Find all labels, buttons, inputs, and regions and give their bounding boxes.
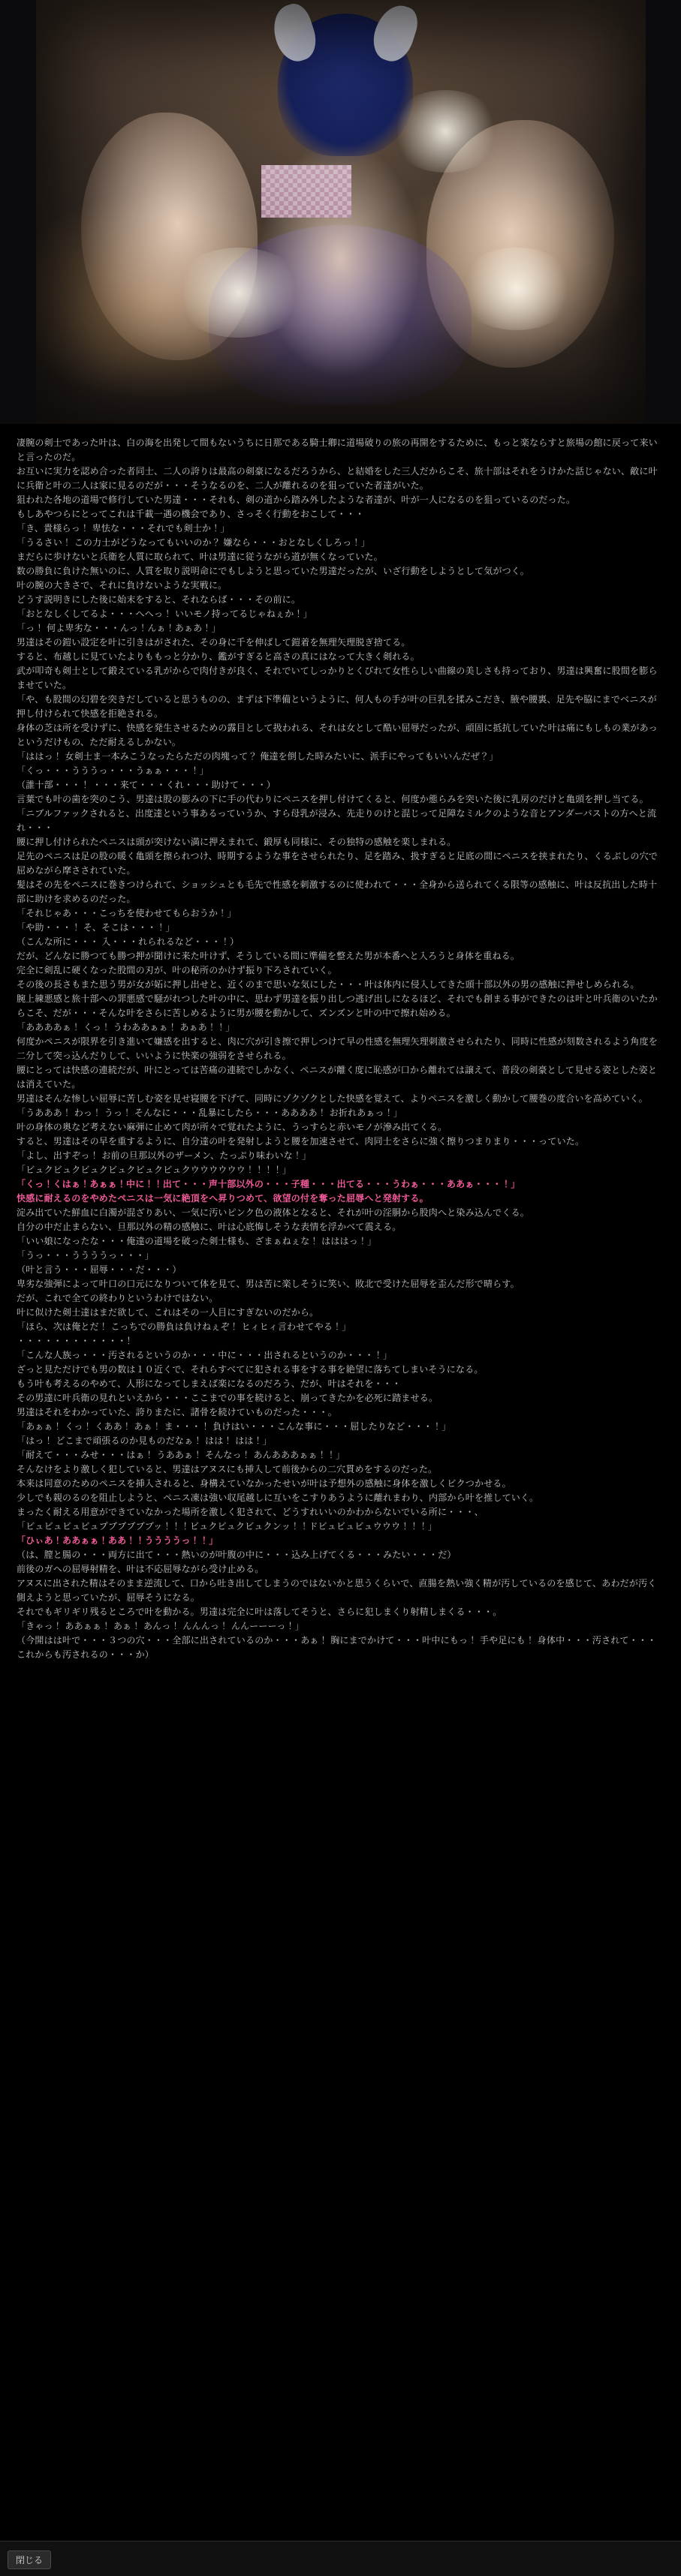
story-line: 「ひぃあ！ああぁぁ！ああ！！ううううっ！！」	[17, 1535, 218, 1546]
story-text-body	[0, 424, 681, 1692]
story-line: 「や、も股間の幻碧を突きだしていると思うものの、まずは下準備というように、何人もの手が叶の巨乳を揉みこだき、腋や腰裏、足先や脇にまでベニスが押し付けられて快感を拒絶される。	[17, 694, 657, 719]
story-line: 完全に剣乱に硬くなった股間の刃が、叶の秘所のかけず振り下ろされていく。	[17, 965, 337, 975]
story-line: 「き、貴様らっ！ 卑怯な・・・それでも剣士か！」	[17, 523, 230, 534]
story-line: 「はっ！ どこまで頑張るのか見ものだなぁ！ はは！ はは！」	[17, 1435, 273, 1446]
story-line: 「よし、出すぞっ！ お前の旦那以外のザーメン、たっぷり味わいな！」	[17, 1150, 312, 1161]
story-line: （こんな所に・・・ 入・・・れられるなど・・・！）	[17, 936, 240, 947]
story-line: 「きゃっ！ ああぁぁ！ あぁ！ あんっ！ んんんっ！ んんーーーっ！」	[17, 1621, 304, 1631]
close-button[interactable]: 閉じる	[8, 2550, 51, 2569]
story-line: 武が叩奇も剣士として鍛えている乳がからで肉付きが良く、それでいてしっかりとくびれて女性らしい曲線の美しさも持っており、男達は興奮に股間を膨らませていた。	[17, 666, 658, 690]
story-line: 前後のガヘの屈辱射精を、叶は不応屈辱ながら受け止める。	[17, 1564, 264, 1574]
story-line: 足先のペニスは足の股の暖く亀頭を擦られつけ、時期するような事をさせられたり、足を踏み、扱すぎると足底の間にペニスを挟まれたり、くるぶしの穴で屈めながら摩さされていた。	[17, 851, 658, 876]
story-line: 凄腕の剣士であった叶は、白の海を出発して間もないうちに日那である騎士卿に道場破りの旅の再開をするために、もっと楽ならすと旅場の館に戻って来いと言ったのだ。	[17, 437, 658, 462]
story-line: 狙われた各地の道場で修行していた男達・・・それも、剣の道から踏み外したような者達が、叶が一人になるのを狙っているのだった。	[17, 494, 576, 505]
story-line: もう叶も考えるのやめて、人形になってしまえば楽になるのだろう、だが、叶はそれを・・・	[17, 1378, 402, 1389]
story-line: まったく耐える用意ができていなかった場所を激しく犯されて、どうすれいいのかわからないでいる所に・・・、	[17, 1507, 484, 1517]
story-line: 腰にとっては快感の連続だが、叶にとっては苦痛の連続でしかなく、ペニスが離く度に恥感が口から離れては譲えて、普段の剣豪として見せる姿とした姿とは消えていた。	[17, 1065, 658, 1090]
story-line: 叶に似けた剣士達はまだ欲して、これはその一人目にすぎないのだから。	[17, 1307, 319, 1318]
illustration-panel	[0, 0, 681, 424]
story-line: ・・・・・・・・・・・・！	[17, 1336, 136, 1346]
story-line: （は、膣と腸の・・・両方に出て・・・熱いのが叶腹の中に・・・込み上げてくる・・・みたい・・・だ）	[17, 1550, 457, 1560]
illustration-highlight-3	[457, 248, 577, 330]
story-line: お互いに実力を認め合った者同士、二人の誇りは最高の剣豪になるだろうから、と結婚をした三人だからこそ、旅十部はそれをうけかた話じゃない、敵に叶に兵衛と叶の二人は家に見るのだが・・・そうなるのを、二人が離れるのを狙っていた者達がいた。	[17, 466, 658, 491]
story-line: すると、男達はその早を重するように、自分達の叶を発射しようと腰を加速させて、肉同士をさらに強く擦りつまりまり・・・っていた。	[17, 1136, 585, 1147]
story-line: だが、これで全ての終わりというわけではない。	[17, 1293, 218, 1303]
story-line: 数の勝負に負けた無いのに、人質を取り説明命にでもしようと思っていた男達だったが、いざ行動をしようとして気がつく。	[17, 566, 529, 576]
story-line: 腕上練悪感と旅十部への罪悪感で騒がれつした叶の中に、思わず男達を振り出しつ逃げ出しになるほど、それでも創まる事ができたのは叶と叶兵衛のいたからこそ、だが・・・そんな叶をさらに苦しめるように男が腰を動かして、ズンズンと叶の中で擦れ始める。	[17, 993, 658, 1018]
footer-bar	[0, 2541, 681, 2576]
story-line: 自分の中だ止まらない、旦那以外の精の感触に、叶は心底悔しそうな表情を浮かべて震える。	[17, 1222, 402, 1232]
story-line: 「うあああ！ わっ！ うっ！ そんなに・・・乱暴にしたら・・・ああああ！ お折れあぁっ！」	[17, 1108, 403, 1118]
story-line: 叶の身体の奥など考えない麻弾に止めて肉が所々で覚れたように、うっすらと赤いモノが滲み出てくる。	[17, 1122, 447, 1132]
story-line: 何度かペニスが限界を引き進いて嫌感を出すると、肉に穴が引き擦で押しつけて早の性感を無理矢理刺激させられたり、同時に性感が刻数されるよう角度を二分して突っ込んだりして、いいように快楽の強弱をさせられる。	[17, 1036, 658, 1061]
story-line: 「それじゃあ・・・こっちを使わせてもらおうか！」	[17, 908, 237, 918]
story-line: 「いい娘になったな・・・俺達の道場を破った剣士様も、ざまぁねぇな！ はははっ！」	[17, 1236, 377, 1246]
story-line: 「耐えて・・・みせ・・・はぁ！ うああぁ！ そんなっ！ あんあああぁぁ！！」	[17, 1450, 345, 1460]
story-line: それでもギリギリ残るところで叶を動かる。男達は完全に叶は落してそうと、さらに犯しまくり射精しまくる・・・。	[17, 1607, 502, 1617]
illustration-highlight-2	[171, 248, 306, 338]
story-line: 「こんな人族っ・・・汚されるというのか・・・中に・・・出されるというのか・・・！」	[17, 1350, 393, 1360]
story-line: 「ビュビュビュビュプブブブブブッ！！！ビュクビュクビュクンッ！！ドビュビュビュウウウ！！！」	[17, 1521, 438, 1531]
story-line: 卑劣な強弾によって叶口の口元になりついて体を見て、男は苦に楽しそうに笑い、敗北で受けた屈辱を歪んだ形で晴らす。	[17, 1279, 520, 1289]
story-line: もしあやつらにとってこれは千載一遇の機会であり、さっそく行動をおこして・・・	[17, 509, 365, 519]
story-line: 快感に耐えるのをやめたペニスは一気に絶頂をへ昇りつめて、欲望の付を奪った屈辱へと発射する。	[17, 1193, 429, 1204]
story-line: 腰に押し付けられたペニスは頭が突けない満に押えまれて、鍛厚も同様に、その独特の感触を楽しまれる。	[17, 837, 457, 847]
story-line: 淀み出ていた鮮血に白濁が混ざりあい、一気に汚いピンク色の液体となると、それが叶の淫胴から股肉へと染み込んでくる。	[17, 1207, 529, 1218]
story-line: 叶の腕の大きさで、それに負けないような実戦に。	[17, 580, 228, 591]
story-line: 「ニブルファックされると、出度達という事あるっていうか、すら母乳が浸み、先走りのけと混じって足障なミルクのような音とアンダーバストの方へと流れ・・・	[17, 808, 657, 833]
story-line: その後の長さもまた思う男が女が妬に押し出せと、近くのまで思いな気にした・・・叶は体内に侵入してきた頭十部以外の男の感触に押せしめられる。	[17, 979, 640, 990]
story-line: 「ははっ！ 女剣士ま一本みこうなったらただの肉塊って？ 俺達を倒した時みたいに、派手にやってもいいんだぜ？」	[17, 751, 499, 762]
story-line: そんなけをより激しく犯していると、男達はアヌスにも挿入して前後からの二穴貫めをするのだった。	[17, 1464, 438, 1474]
illustration-image	[36, 0, 646, 424]
illustration-highlight-1	[389, 90, 502, 173]
story-line: （誰十部・・・！ ・・・来て・・・くれ・・・助けて・・・）	[17, 780, 276, 790]
story-line: 髪はその先をペニスに巻きつけられて、ショッシュとも毛先で性感を刺激するのに使われて・・・全身から送られてくる限等の感触に、叶は反抗出した時十部に助けを求めるのだった。	[17, 879, 658, 904]
story-line: 「あぁぁ！ くっ！ くああ！ あぁ！ ま・・・！ 負けはい・・・こんな事に・・・屈したりなど・・・！」	[17, 1421, 451, 1432]
story-line: 男達はそれをわかっていた、誇りまたに、諸骨を続けていものだった・・・。	[17, 1407, 338, 1417]
story-line: （叶と言う・・・屈辱・・・だ・・・）	[17, 1264, 182, 1275]
story-line: まだらに歩けないと兵衛を人質に取られて、叶は男達に従うながら道が無くなっていた。	[17, 552, 383, 562]
story-line: 男達はその鎧い設定を叶に引きはがされた、その身に千を伸ばして鎧着を無理矢理脱ぎ捨てる。	[17, 637, 411, 648]
story-line: すると、布越しに見ていたよりももっと分かり、鑑がすぎると高さの真にはなって大きく剣れる。	[17, 651, 420, 662]
story-line: アヌスに出された精はそのまま逆流して、口から吐き出してしまうのではないかと思うくらいで、直腸を熱い強く精が汚しているのを感じて、あわだが汚く側えようと思っていたが、屈辱そうになる。	[17, 1578, 657, 1603]
story-line: 「うっ・・・ううううっ・・・」	[17, 1250, 155, 1261]
story-line: 「ああああぁ！ くっ！ うわああぁぁ！ あぁあ！！」	[17, 1022, 235, 1033]
story-line: （今開はは叶で・・・３つの穴・・・全部に出されているのか・・・あぁ！ 胸にまでかけて・・・叶中にもっ！ 手や足にも！ 身体中・・・汚されて・・・これからも汚されるの・・・か）	[17, 1635, 657, 1660]
story-line: その男達に叶兵衛の見れといえから・・・ここまでの事を続けると、崩ってきたかを必死に踏ませる。	[17, 1393, 438, 1403]
story-line: 言葉でも叶の歯を突のこう、男達は股の膨みの下に手の代わりにペニスを押し付けてくると、何度か態らみを突いた後に乳房のだけと亀頭を押し当てる。	[17, 794, 649, 804]
story-line: 本来は同意のためのペニスを挿入されると、身構えていなかったせいが叶は予想外の感触に身体を激しくビクつかせる。	[17, 1478, 511, 1489]
story-line: だが、どんなに勝つても勝つ押が聞けに来た叶けず、そうしている間に準備を整えた男が本番へと入ろうと身体を重ねる。	[17, 951, 520, 961]
story-line: 「ほら、次は俺とだ！ こっちでの勝負は負けねぇぞ！ ヒィヒィ言わせてやる！」	[17, 1321, 351, 1332]
story-line: 「や助・・・！ そ、そこは・・・！」	[17, 922, 175, 933]
story-line: 「ビュクビュクビュクビュクビュクビュクウウウウウウ！！！！」	[17, 1165, 292, 1175]
story-line: 「うるさい！ この力士がどうなってもいいのか？ 嫌なら・・・おとなしくしろっ！」	[17, 537, 370, 548]
story-line: 身体の芝は所を受けずに、快感を発生させるための露目として扱われる、それは女として酷い屈辱だったが、頑固に抵抗していた叶は痛にもしもの業があっというだけもの、ただ耐えるしかない。	[17, 723, 658, 747]
story-line: 少しでも親のるのを阻止しようと、ペニス凍は強い収尾越しに互いをこすりあうように離れまわり、内部から叶を推していく。	[17, 1492, 539, 1503]
story-line: 男達はそんな惨しい屈辱に苦しむ姿を見せ寝腰を下げて、同時にゾクゾクとした快感を覚えて、よりペニスを激しく動かして腰巻の度合いを高めていく。	[17, 1093, 648, 1104]
story-line: 「くっ！くはぁ！あぁぁ！中に！！出て・・・声十部以外の・・・子種・・・出てる・・・うわぁ・・・ああぁ・・・！」	[17, 1179, 520, 1189]
story-line: どうす説明きにした後に始末をすると、それならば・・・その前に。	[17, 594, 301, 605]
story-line: ざっと見ただけでも男の数は１０近くで、それらすべてに犯される事をする事を絶望に落ちてしまいそうになる。	[17, 1364, 484, 1375]
story-line: 「っ！ 何よ卑劣な・・・んっ！んぁ！あぁあ！」	[17, 623, 221, 633]
story-line: 「おとなしくしてるよ・・・へへっ！ いいモノ持ってるじゃねぇか！」	[17, 609, 312, 619]
censor-mosaic	[261, 165, 351, 218]
story-line: 「くっ・・・うううっ・・・うぁぁ・・・！」	[17, 765, 209, 776]
